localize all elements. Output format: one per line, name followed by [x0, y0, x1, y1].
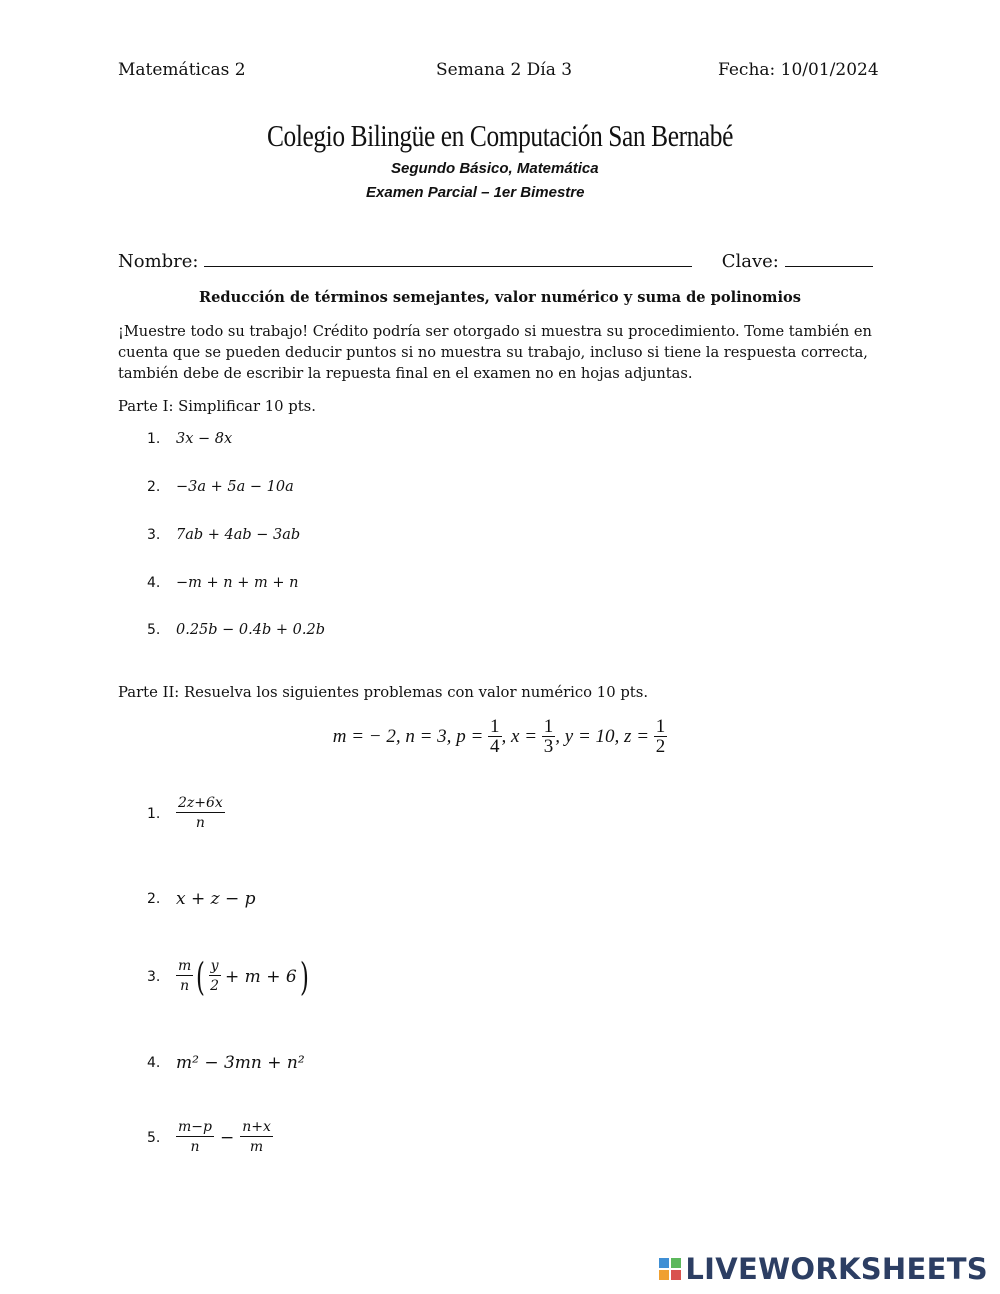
logo-text: LIVEWORKSHEETS [685, 1252, 988, 1286]
part1-item-3: 3. 7ab + 4ab − 3ab [147, 527, 301, 543]
logo-blocks-icon [659, 1258, 681, 1280]
key-label: Clave: [721, 251, 779, 272]
part2-item-2: 2. x + z − p [147, 889, 256, 909]
part2-title: Parte II: Resuelva los siguientes problemas con valor numérico 10 pts. [118, 684, 649, 701]
part1-expr-5: 0.25b − 0.4b + 0.2b [176, 622, 325, 638]
part2-item-1: 1. $\frac{2z+6x}{n}$ [147, 795, 223, 831]
part1-expr-2: −3a + 5a − 10a [176, 479, 294, 495]
name-input-line[interactable] [204, 250, 692, 267]
key-input-line[interactable] [785, 250, 873, 267]
name-label: Nombre: [118, 251, 199, 272]
p-value-fraction: $\frac{1}{4}$ [490, 716, 500, 757]
part1-item-1: 1. 3x − 8x [147, 431, 233, 447]
part1-title: Parte I: Simplificar 10 pts. [118, 398, 316, 415]
part2-expr-1: $\frac{2z+6x}{n}$ [178, 795, 223, 831]
part1-expr-1: 3x − 8x [176, 431, 233, 447]
x-value-fraction: $\frac{1}{3}$ [543, 716, 554, 757]
part2-expr-4: m² − 3mn + n² [176, 1053, 305, 1073]
topic-heading: Reducción de términos semejantes, valor numérico y suma de polinomios [199, 289, 801, 306]
part2-item-4: 4. m² − 3mn + n² [147, 1053, 305, 1073]
part2-expr-5: $\frac{n+x}{m}$ [242, 1119, 271, 1155]
grade-subtitle: Segundo Básico, Matemática [391, 160, 599, 177]
part1-item-5: 5. 0.25b − 0.4b + 0.2b [147, 622, 325, 638]
part1-expr-4: −m + n + m + n [176, 575, 299, 591]
part2-item-5: 5. $\frac{m-p}{n}$ − $\frac{n+x}{m}$ [147, 1119, 271, 1155]
part2-expr-2: x + z − p [176, 889, 256, 909]
part2-item-3: 3. $\frac{m}{n}$ ( $\frac{y}{2}$ + m + 6 ) [147, 954, 309, 999]
part2-expr-3: + m + 6 [225, 966, 297, 987]
exam-subtitle: Examen Parcial – 1er Bimestre [366, 184, 585, 201]
subject-label: Matemáticas 2 [118, 60, 246, 80]
date-label: Fecha: 10/01/2024 [718, 60, 879, 80]
z-value-fraction: $\frac{1}{2}$ [655, 716, 666, 757]
instructions-paragraph: ¡Muestre todo su trabajo! Crédito podría ser otorgado si muestra su procedimiento. Tome también en cuenta que se pueden deducir puntos si no muestra su trabajo, incluso si tiene la respuesta correcta, también debe de escribir la repuesta final en el examen no en hojas adjuntas. [118, 323, 872, 382]
liveworksheets-logo [659, 1252, 988, 1286]
part1-item-4: 4. −m + n + m + n [147, 575, 299, 591]
part1-expr-3: 7ab + 4ab − 3ab [176, 527, 301, 543]
school-title: Colegio Bilingüe en Computación San Bernabé [267, 118, 733, 153]
week-label: Semana 2 Día 3 [436, 60, 573, 80]
part1-item-2: 2. −3a + 5a − 10a [147, 479, 294, 495]
given-values: m = − 2, n = 3, p = $\frac{1}{4}$ , x = $\frac{1}{3}$ , y = 10, z = $\frac{1}{2}$ [332, 716, 666, 757]
name-row [118, 250, 873, 272]
